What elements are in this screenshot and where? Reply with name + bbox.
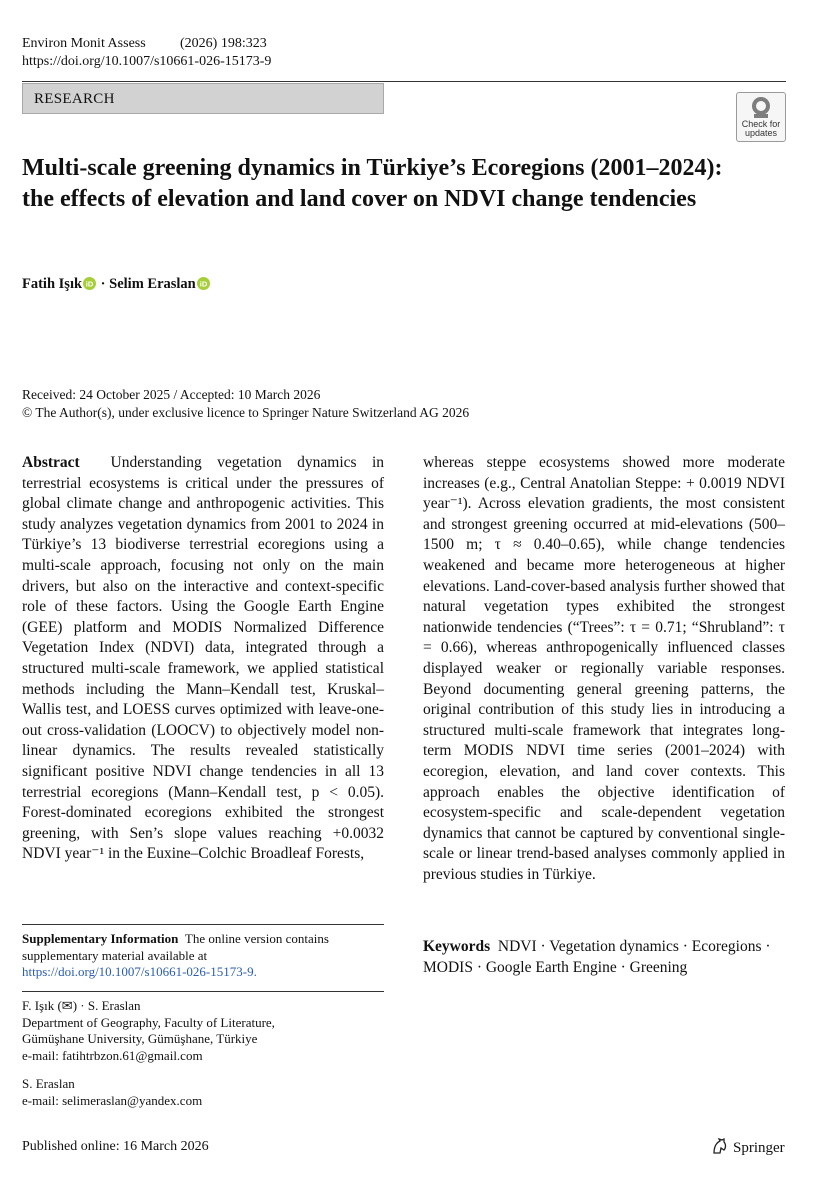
keywords-list: NDVI · Vegetation dynamics · Ecoregions · MODIS · Google Earth Engine · Greening [423,938,771,976]
author-name: Selim Eraslan [109,276,196,292]
affiliation-university: Gümüşhane University, Gümüşhane, Türkiye [22,1031,258,1046]
corresponding-email[interactable]: e-mail: fatihtrbzon.61@gmail.com [22,1047,203,1063]
second-author-email[interactable]: e-mail: selimeraslan@yandex.com [22,1092,203,1108]
supplementary-link[interactable]: https://doi.org/10.1007/s10661-026-15173-9. [22,964,257,979]
check-for-updates-badge[interactable] [736,92,786,142]
keywords [423,937,785,978]
keywords-heading: Keywords [423,938,491,955]
affiliation-block [22,998,382,1064]
publisher-name: Springer [733,1140,785,1156]
springer-horse-icon [711,1137,729,1155]
journal-citation [22,36,267,52]
publisher-logo [711,1137,785,1157]
affiliation-department: Department of Geography, Faculty of Literature, [22,1014,275,1030]
abstract-heading: Abstract [22,454,80,471]
supplementary-heading: Supplementary Information [22,931,179,946]
abstract-left-column [22,453,384,865]
check-updates-line2: updates [744,128,778,138]
abstract-text-left: Understanding vegetation dynamics in terrestrial ecosystems is critical under the pressures of global climate change and anthropogenic activities. This study analyzes vegetation dynamics from 2001 to 2024 in Türkiye’s 13 biodiverse terrestrial ecoregions using a multi-scale approach, focusing not only on the main drivers, but also on the interactive and context-specific role of these factors. Using the Google Earth Engine (GEE) platform and MODIS Normalized Difference Vegetation Index (NDVI) data, integrated through a structured multi-scale framework, we applied statistical methods including the Mann–Kendall test, Kruskal–Wallis test, and LOESS curves optimized with leave-one-out cross-validation (LOOCV) to objectively model non-linear dynamics. The results revealed statistically significant positive NDVI change tendencies in all 13 terrestrial ecoregions (Mann–Kendall test, p < 0.05). Forest-dominated ecoregions exhibited the strongest greening, with Sen’s slope values reaching +0.0032 NDVI year⁻¹ in the Euxine–Colchic Broadleaf Forests, [22,454,384,863]
orcid-icon[interactable] [83,277,96,290]
journal-volume: (2026) 198:323 [180,36,267,51]
check-updates-line1: Check for [741,119,781,129]
author-separator: · [100,276,106,292]
published-date: Published online: 16 March 2026 [22,1139,209,1154]
author-list [22,276,211,293]
supplementary-text: The online version contains supplementary material available at [22,931,329,963]
envelope-icon[interactable]: ✉ [61,998,73,1013]
second-affiliation-block [22,1076,382,1109]
orcid-icon[interactable] [197,277,210,290]
affiliation-names: F. Işık (✉) · S. Eraslan [22,998,141,1013]
abstract-right-column [423,453,785,885]
second-author-name: S. Eraslan [22,1076,75,1091]
abstract-text-right: whereas steppe ecosystems showed more moderate increases (e.g., Central Anatolian Steppe: + 0.0019 NDVI year⁻¹). Across elevation gradients, the most consistent and strongest greening occurred at mid-elevations (500–1500 m; τ ≈ 0.40–0.65), while change tendencies weakened and became more heterogeneous at higher elevations. Land-cover-based analysis further showed that natural vegetation types exhibited the strongest nationwide tendencies (“Trees”: τ = 0.71; “Shrubland”: τ = 0.66), whereas anthropogenically influenced classes displayed weaker or regionally variable responses. Beyond documenting general greening patterns, the original contribution of this study lies in introducing a structured multi-scale framework that integrates long-term MODIS NDVI time series (2001–2024) with ecoregion, elevation, and land cover contexts. This approach enables the objective identification of ecosystem-specific and scale-dependent vegetation dynamics that cannot be captured by conventional single-scale or linear trend-based analyses commonly applied in previous studies in Türkiye. [423,454,785,883]
footnote-divider [22,924,384,925]
received-accepted-dates: Received: 24 October 2025 / Accepted: 10 March 2026 [22,387,321,402]
author-name: Fatih Işık [22,276,83,292]
header-divider [22,81,786,82]
article-title: Multi-scale greening dynamics in Türkiye’s Ecoregions (2001–2024): the effects of elevation and land cover on NDVI change tendencies [22,155,723,212]
article-doi[interactable]: https://doi.org/10.1007/s10661-026-15173-9 [22,54,272,69]
svg-text:iD: iD [199,279,207,289]
section-label: RESEARCH [22,83,384,114]
supplementary-information [22,931,352,981]
affiliation-divider [22,991,384,992]
svg-text:iD: iD [85,279,94,289]
copyright-notice: © The Author(s), under exclusive licence to Springer Nature Switzerland AG 2026 [22,405,470,420]
journal-name: Environ Monit Assess [22,36,146,51]
check-for-updates-icon [750,96,772,120]
